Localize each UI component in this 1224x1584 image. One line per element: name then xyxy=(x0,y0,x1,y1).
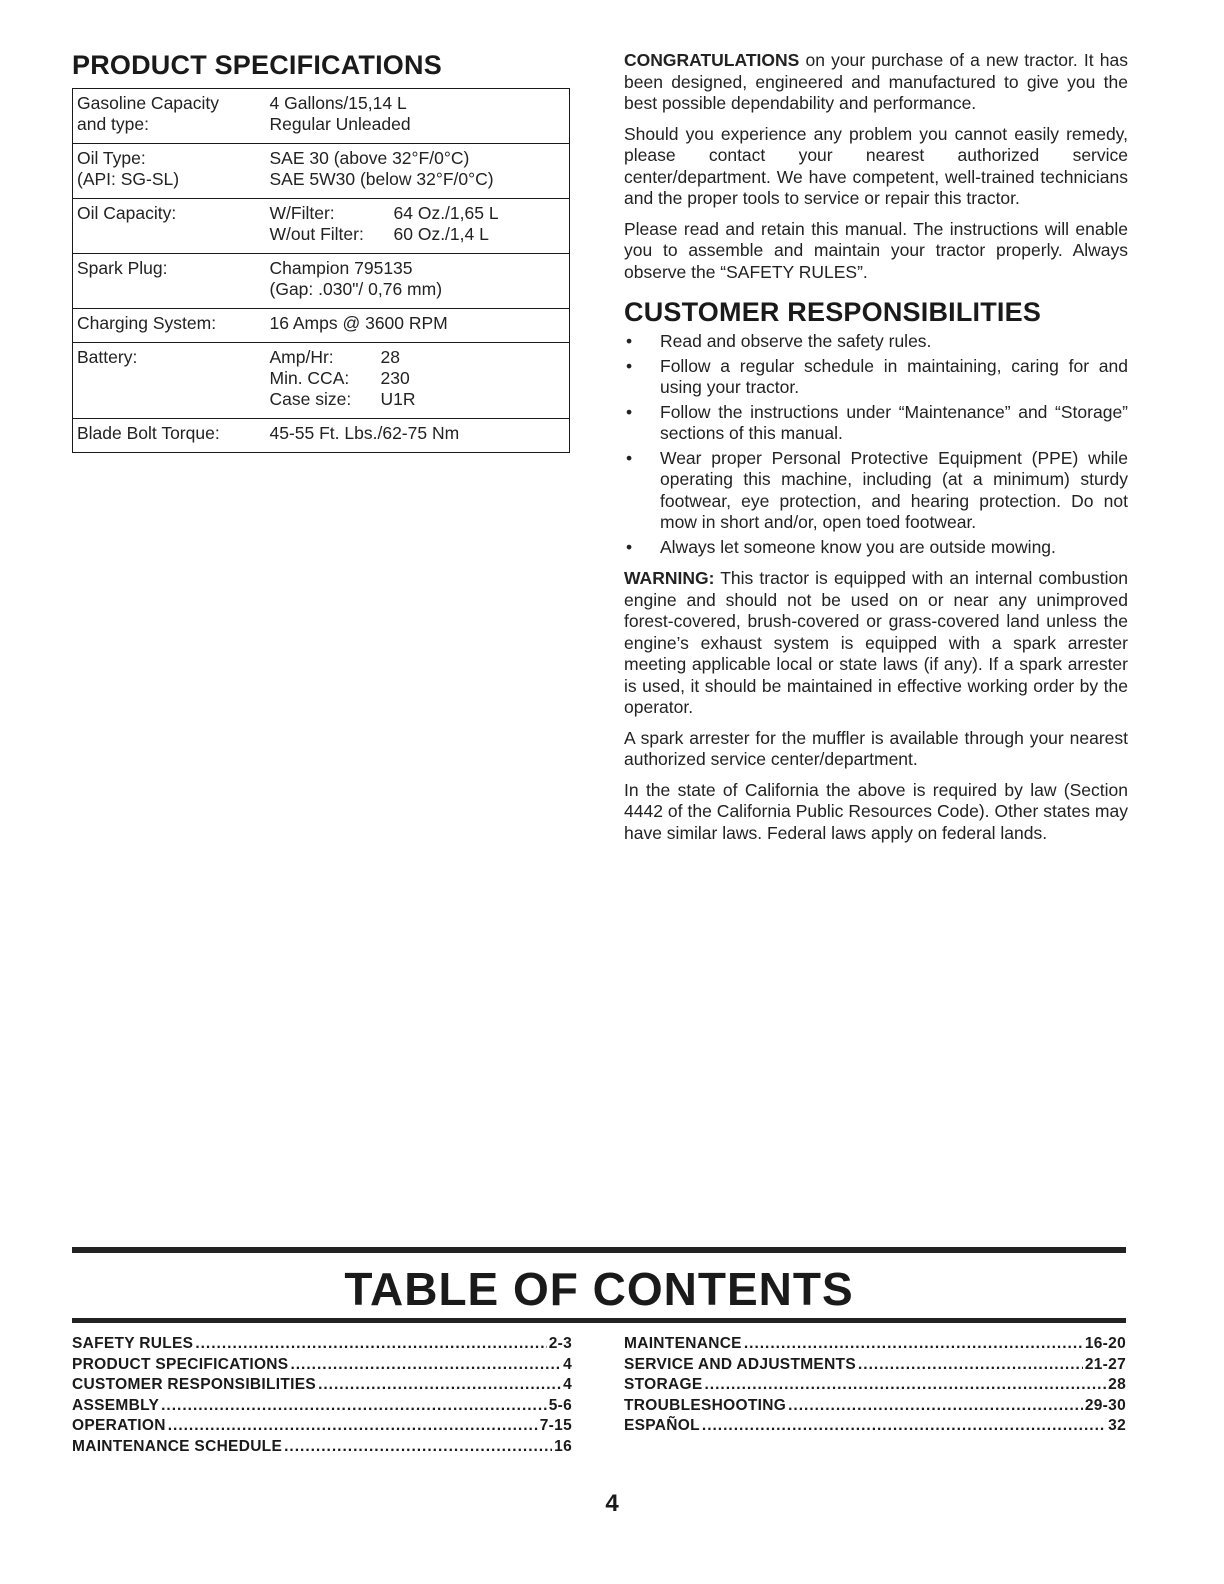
spec-table xyxy=(72,88,570,453)
spec-label: Spark Plug: xyxy=(77,258,168,278)
spec-subkey: Case size: xyxy=(269,389,352,409)
spec-label: Oil Capacity: xyxy=(77,203,177,223)
spec-row-spark-plug xyxy=(73,254,570,309)
toc-entry[interactable]: OPERATION ..... 7-15 xyxy=(72,1416,572,1437)
responsibilities-list xyxy=(624,331,1128,558)
spec-subvalue: 230 xyxy=(380,368,410,388)
product-specifications-section xyxy=(72,50,572,453)
toc-entry[interactable]: CUSTOMER RESPONSIBILITIES ..... 4 xyxy=(72,1375,572,1396)
california-law-paragraph: In the state of California the above is required by law (Section 4442 of the California Public Resources Code). Other states may have similar laws. Federal laws apply on federal lands. xyxy=(624,779,1128,843)
bullet-icon: • xyxy=(626,536,633,557)
toc-bottom-rule xyxy=(72,1318,1126,1323)
spec-value: SAE 30 (above 32°F/0°C) SAE 5W30 (below 32°F/0°C) xyxy=(269,148,494,189)
bullet-icon: • xyxy=(626,355,633,376)
spec-row-oil-capacity xyxy=(73,199,570,254)
spec-subvalue: 60 Oz./1,4 L xyxy=(393,224,489,244)
toc-title: TABLE OF CONTENTS xyxy=(344,1263,854,1315)
spec-label: Battery: xyxy=(77,347,138,367)
toc-entry[interactable]: ASSEMBLY ..... 5-6 xyxy=(72,1396,572,1417)
spec-value xyxy=(270,199,570,254)
intro-section xyxy=(624,50,1128,853)
congratulations-lead: CONGRATULATIONS xyxy=(624,50,800,70)
toc-right-column xyxy=(624,1334,1126,1437)
toc-entry[interactable]: MAINTENANCE SCHEDULE ..... 16 xyxy=(72,1437,572,1458)
toc-entry[interactable]: TROUBLESHOOTING ..... 29-30 xyxy=(624,1396,1126,1417)
list-item: • Follow a regular schedule in maintaining, caring for and using your tractor. xyxy=(626,355,1128,397)
toc-top-rule xyxy=(72,1247,1126,1253)
toc-entry[interactable]: STORAGE ..... 28 xyxy=(624,1375,1126,1396)
congratulations-paragraph: CONGRATULATIONS on your purchase of a new tractor. It has been designed, engineered and manufactured to give you the best possible dependability and performance. xyxy=(624,50,1128,113)
spark-arrester-paragraph: A spark arrester for the muffler is available through your nearest authorized service center/department. xyxy=(624,727,1128,769)
read-manual-paragraph: Please read and retain this manual. The instructions will enable you to assemble and maintain your tractor properly. Always observe the “SAFETY RULES”. xyxy=(624,218,1128,282)
spec-subvalue: 64 Oz./1,65 L xyxy=(393,203,499,223)
spec-label: Oil Type: (API: SG-SL) xyxy=(77,148,180,189)
bullet-icon: • xyxy=(626,331,633,351)
spec-subvalue: U1R xyxy=(380,389,416,409)
toc-entry[interactable]: MAINTENANCE ..... 16-20 xyxy=(624,1334,1126,1355)
spec-label: Gasoline Capacity and type: xyxy=(77,93,220,134)
spec-row-charging xyxy=(73,309,570,343)
spec-row-gasoline xyxy=(73,89,570,144)
list-item: • Follow the instructions under “Maintenance” and “Storage” sections of this manual. xyxy=(626,401,1128,443)
spec-row-battery xyxy=(73,343,570,419)
list-item: • Read and observe the safety rules. xyxy=(626,331,932,351)
spec-subkey: Min. CCA: xyxy=(269,368,350,388)
bullet-icon: • xyxy=(626,447,633,468)
spec-subkey: Amp/Hr: xyxy=(269,347,334,367)
spec-label: Charging System: xyxy=(77,313,217,333)
customer-responsibilities-heading: CUSTOMER RESPONSIBILITIES xyxy=(624,297,1042,327)
spec-subkey: W/Filter: xyxy=(269,203,335,223)
spec-value: Champion 795135 (Gap: .030"/ 0,76 mm) xyxy=(269,258,443,299)
spec-row-oil-type xyxy=(73,144,570,199)
spec-subkey: W/out Filter: xyxy=(269,224,364,244)
list-item: • Always let someone know you are outside mowing. xyxy=(626,536,1056,557)
spec-value xyxy=(270,343,570,419)
product-specifications-heading: PRODUCT SPECIFICATIONS xyxy=(72,50,442,80)
toc-left-column xyxy=(72,1334,572,1457)
spec-value: 4 Gallons/15,14 L Regular Unleaded xyxy=(269,93,411,134)
list-item: • Wear proper Personal Protective Equipment (PPE) while operating this machine, including (at a minimum) sturdy footwear, eye protection, and hearing protection. Do not mow in short and/or, open toed footwear. xyxy=(626,447,1128,532)
warning-paragraph: WARNING: This tractor is equipped with an internal combustion engine and should not be used on or near any unimproved forest-covered, brush-covered or grass-covered land unless the engine’s exhaust system is equipped with a spark arrester meeting applicable local or state laws (if any). If a spark arrester is used, it should be maintained in effective working order by the operator. xyxy=(624,568,1128,717)
warning-lead: WARNING: xyxy=(624,568,715,588)
problem-paragraph: Should you experience any problem you cannot easily remedy, please contact your nearest authorized service center/department. We have competent, well-trained technicians and the proper tools to service or repair this tractor. xyxy=(624,123,1128,208)
page-number: 4 xyxy=(605,1490,619,1517)
spec-label: Blade Bolt Torque: xyxy=(77,423,220,443)
spec-value: 16 Amps @ 3600 RPM xyxy=(269,313,448,333)
toc-entry[interactable]: SERVICE AND ADJUSTMENTS ..... 21-27 xyxy=(624,1355,1126,1376)
spec-subvalue: 28 xyxy=(380,347,400,367)
spec-value: 45-55 Ft. Lbs./62-75 Nm xyxy=(269,423,460,443)
toc-entry[interactable]: SAFETY RULES ..... 2-3 xyxy=(72,1334,572,1355)
bullet-icon: • xyxy=(626,401,633,422)
toc-entry[interactable]: ESPAÑOL ..... 32 xyxy=(624,1416,1126,1437)
toc-entry[interactable]: PRODUCT SPECIFICATIONS ..... 4 xyxy=(72,1355,572,1376)
spec-row-blade-torque xyxy=(73,419,570,453)
